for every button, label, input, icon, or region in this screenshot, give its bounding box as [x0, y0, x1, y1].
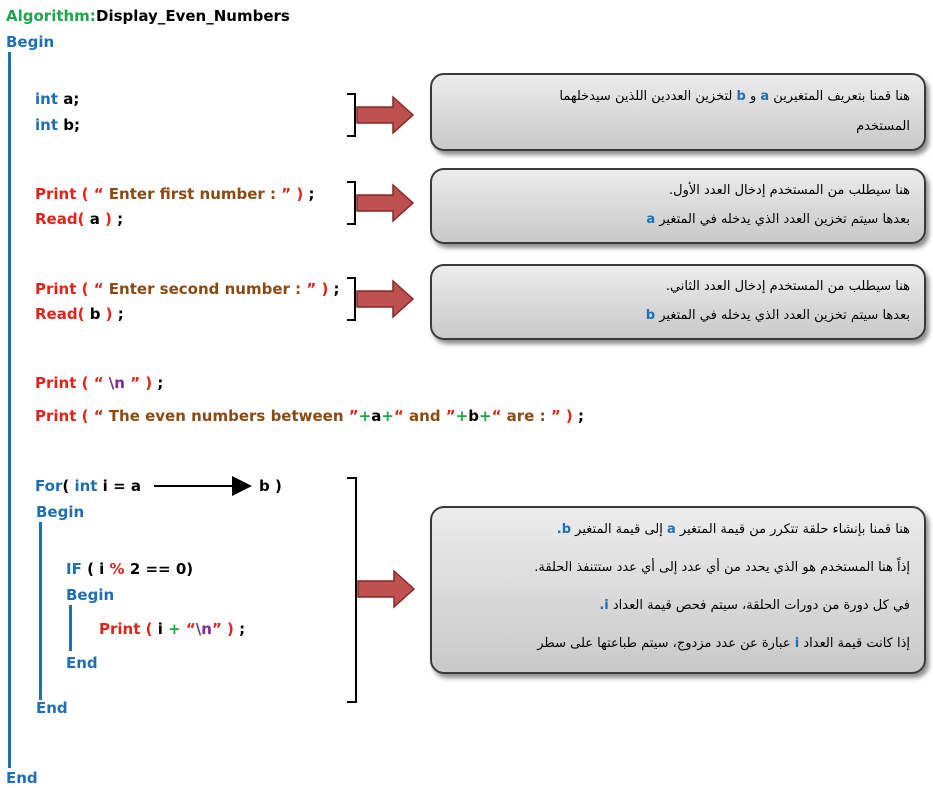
- arrow-3: [357, 281, 413, 317]
- note-loop: [430, 506, 926, 674]
- if-header: IF ( i % 2 == 0): [66, 560, 194, 578]
- for-header: For( int i = a: [35, 477, 141, 495]
- main-scope-line: [8, 52, 11, 768]
- bracket-2: [347, 182, 355, 224]
- bracket-3: [347, 278, 355, 320]
- note-declare: [430, 73, 926, 151]
- bracket-1: [347, 94, 355, 136]
- print-newline: Print ( “ \n ” ) ;: [35, 374, 164, 392]
- note-read-b: [430, 264, 926, 340]
- note-loop-line3: في كل دورة من دورات الحلقة، سيتم فحص قيمة العداد i.: [599, 598, 910, 613]
- print-second: Print ( “ Enter second number : ” ) ;: [35, 280, 340, 298]
- end-main: End: [6, 769, 38, 787]
- print-first: Print ( “ Enter first number : ” ) ;: [35, 185, 315, 203]
- if-scope-line: [69, 605, 72, 651]
- for-range-end: b ): [259, 477, 282, 495]
- end-if: End: [66, 654, 98, 672]
- read-b: Read( b ) ;: [35, 305, 124, 323]
- read-a: Read( a ) ;: [35, 210, 124, 228]
- bracket-4: [347, 478, 356, 702]
- begin-main: Begin: [6, 33, 55, 51]
- note-declare-line2: المستخدم: [856, 119, 910, 134]
- note-read-a-line1: هنا سيطلب من المستخدم إدخال العدد الأول.: [669, 183, 910, 198]
- note-loop-line2: إذاً هنا المستخدم هو الذي يحدد من أي عدد إلى أي عدد ستتنفذ الحلقة.: [534, 560, 910, 575]
- decl-b: int b;: [35, 116, 80, 134]
- for-scope-line: [39, 522, 42, 700]
- end-for: End: [36, 699, 68, 717]
- algorithm-name: Display_Even_Numbers: [96, 7, 290, 25]
- arrow-2: [357, 185, 413, 221]
- note-read-b-line2: بعدها سيتم تخزين العدد الذي يدخله في المتغير b: [645, 308, 910, 323]
- note-read-b-line1: هنا سيطلب من المستخدم إدخال العدد الثاني.: [665, 279, 910, 294]
- decl-a: int a;: [35, 90, 80, 108]
- print-i: Print ( i + “\n” ) ;: [99, 620, 246, 638]
- print-between: Print ( “ The even numbers between ”+a+“ and ”+b+“ are : ” ) ;: [35, 407, 584, 425]
- note-loop-line4: إذا كانت قيمة العداد i عبارة عن عدد مزدوج، سيتم طباعتها على سطر: [537, 636, 910, 651]
- note-read-a-line2: بعدها سيتم تخزين العدد الذي يدخله في المتغير a: [646, 212, 910, 227]
- begin-for: Begin: [36, 503, 85, 521]
- note-loop-line1: هنا قمنا بإنشاء حلقة تتكرر من قيمة المتغير a إلى قيمة المتغير b.: [556, 522, 910, 537]
- begin-if: Begin: [66, 586, 115, 604]
- algorithm-label: Algorithm:: [6, 7, 96, 25]
- arrow-4: [358, 571, 414, 607]
- note-read-a: [430, 168, 926, 244]
- arrow-1: [357, 97, 413, 133]
- note-declare-line1: هنا قمنا بتعريف المتغيرين a و b لتخزين العددين اللذين سيدخلهما: [559, 89, 910, 104]
